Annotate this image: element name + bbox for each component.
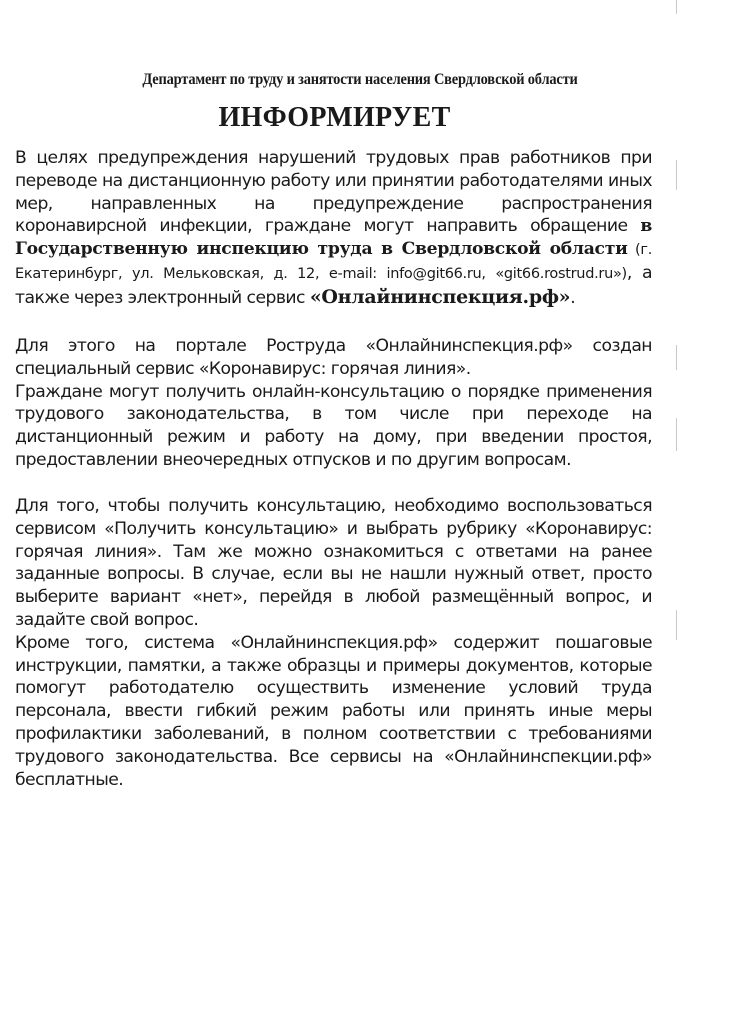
paragraph-appeal — [15, 147, 652, 310]
department-header: Департамент по труду и занятости населения Свердловской области — [142, 71, 578, 88]
paragraph-hotline — [15, 335, 652, 472]
consultation-sentence: Граждане могут получить онлайн-консультацию о порядке применения трудового законодательства, в том числе при переходе на дистанционный режим и работу на дому, при введении простоя, предоставлении внеочередных отпусков и по другим вопросам. — [15, 381, 652, 470]
inspectorate-address: (г. Екатеринбург, ул. Мельковская, д. 12, e-mail: info@git66.ru, «git66.rostrud.ru») — [15, 242, 653, 282]
document-title: ИНФОРМИРУЕТ — [218, 102, 451, 133]
scan-artifact — [676, 0, 677, 14]
scan-artifact — [676, 418, 677, 451]
online-service-name: «Онлайнинспекция.рф» — [309, 285, 571, 308]
how-to-consult-text: Для того, чтобы получить консультацию, необходимо воспользоваться сервисом «Получить консультацию» и выбрать рубрику «Коронавирус: горячая линия». Там же можно ознакомиться с ответами на ранее заданные вопросы. В случае, если вы не нашли нужный ответ, просто выберите вариант «нет», перейдя в любой размещённый вопрос, и задайте свой вопрос. — [15, 496, 652, 630]
system-resources-text: Кроме того, система «Онлайнинспекция.рф» содержит пошаговые инструкции, памятки, а также образцы и примеры документов, которые помогут работодателю осуществить изменение условий труда персонала, ввести гибкий режим работы или принять иные меры профилактики заболеваний, в полном соответствии с требованиями трудового законодательства. Все сервисы на «Онлайнинспекции.рф» бесплатные. — [15, 632, 652, 790]
paragraph-appeal-text — [15, 147, 652, 310]
hotline-sentence: Для этого на портале Роструда «Онлайнинспекция.рф» создан специальный сервис «Коронавирус: горячая линия». — [15, 336, 652, 379]
appeal-intro: В целях предупреждения нарушений трудовых прав работников при переводе на дистанционную работу или принятии работодателями иных мер, направленных на предупреждение распространения коронавирсной инфекции, граждане могут направить обращение — [15, 148, 652, 237]
scan-artifact — [676, 345, 677, 370]
appeal-end: . — [570, 287, 576, 308]
scan-artifact — [676, 610, 677, 640]
paragraph-instructions — [15, 495, 652, 791]
scan-artifact — [676, 160, 677, 190]
labour-inspectorate-name: в Государственную инспекцию труда в Свердловской области — [15, 216, 652, 260]
appeal-via: , а также через электронный сервис — [15, 262, 652, 308]
